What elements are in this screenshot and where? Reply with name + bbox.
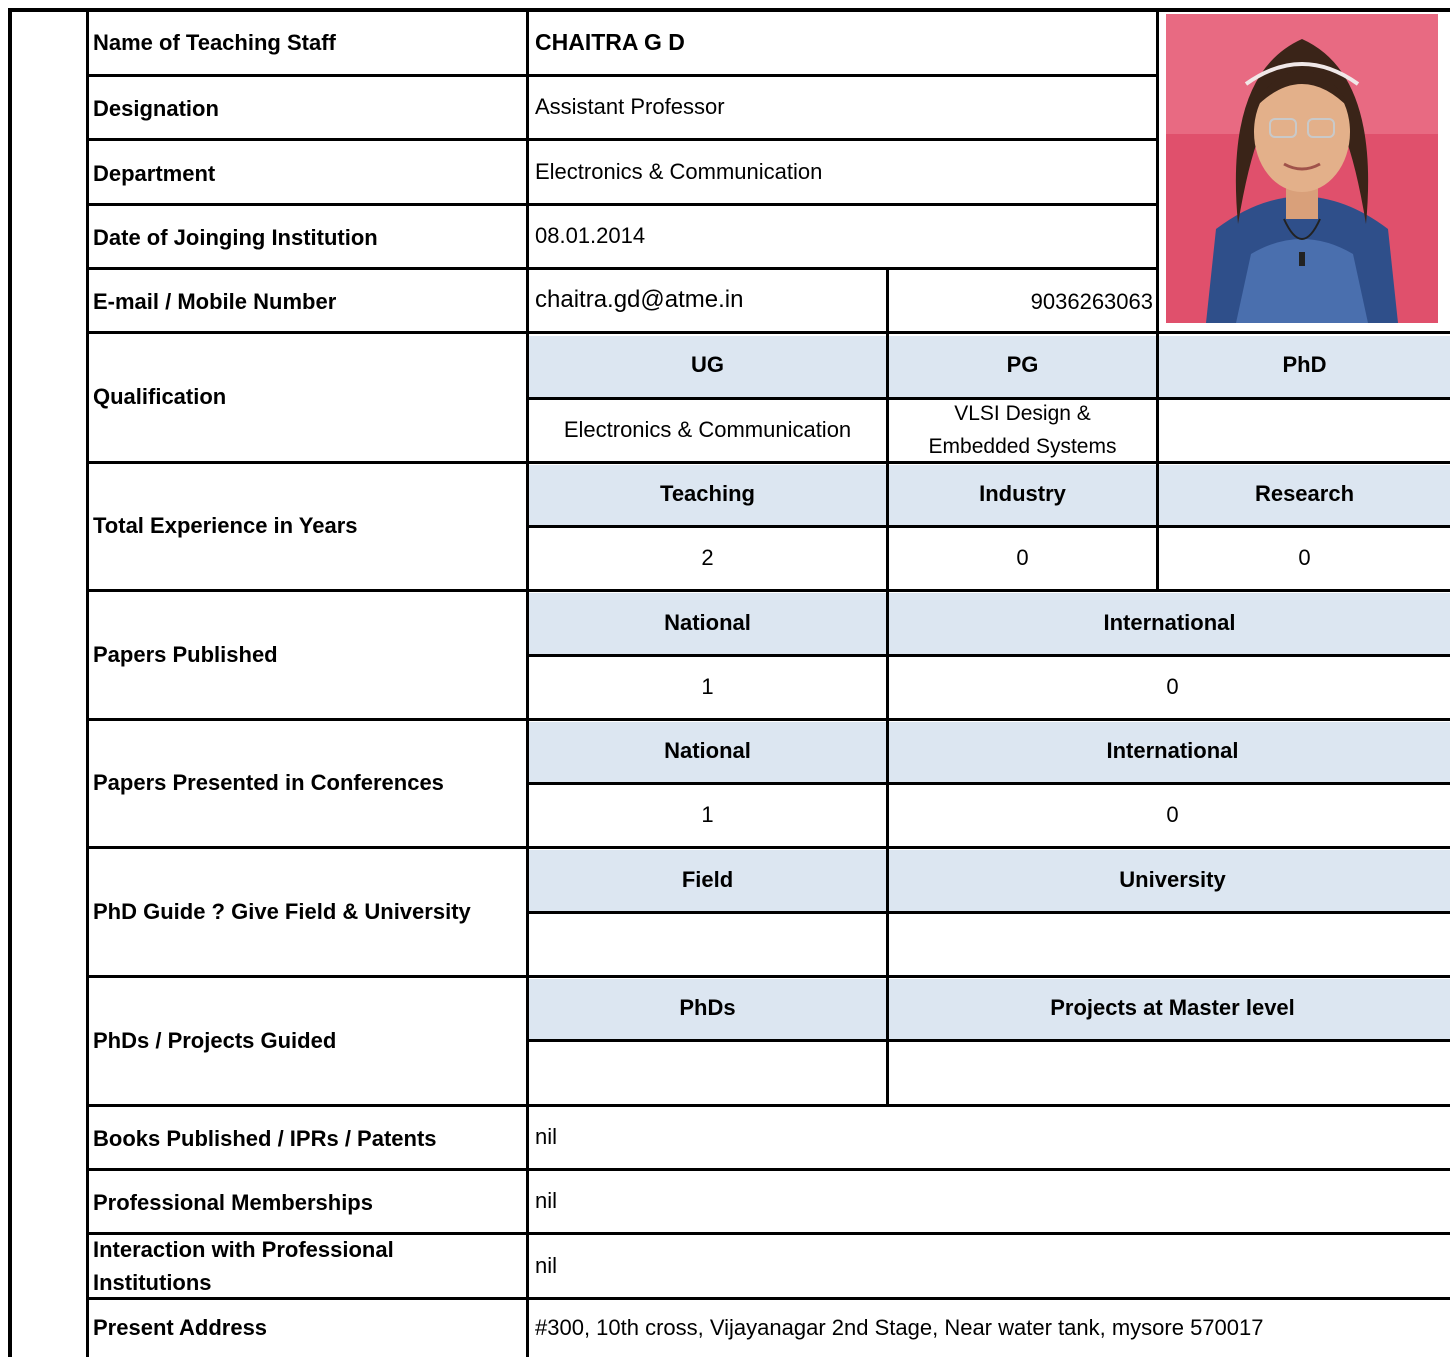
books-published-value: nil [535,1124,558,1150]
present-address-label: Present Address [93,1315,268,1341]
projects-master-value [889,1042,1450,1104]
projects-header-master: Projects at Master level [1050,995,1295,1021]
email-value: chaitra.gd@atme.in [535,286,744,314]
experience-research-value: 0 [1298,545,1311,571]
projects-phds-value [529,1042,886,1104]
phd-guide-field-value [529,914,886,975]
published-header-national: National [664,609,751,635]
phd-guide-label: PhD Guide ? Give Field & University [93,898,471,924]
mobile-value: 9036263063 [1030,289,1153,315]
experience-header-teaching: Teaching [660,481,755,507]
phd-guide-header-field: Field [681,866,734,892]
papers-published-label: Papers Published [93,641,278,667]
interaction-value: nil [535,1252,558,1278]
experience-industry-value: 0 [1016,545,1029,571]
presented-header-international: International [1106,738,1239,764]
gutter-line [86,12,89,1357]
projects-header-phds: PhDs [679,995,736,1021]
person-portrait-icon [1166,14,1438,323]
presented-header-national: National [664,738,751,764]
presented-national-value: 1 [701,802,714,828]
published-national-value: 1 [701,674,714,700]
name-value: CHAITRA G D [535,29,685,56]
grid-vline [1156,12,1159,334]
qualification-header-phd: PhD [1282,352,1327,378]
memberships-value: nil [535,1188,558,1214]
experience-teaching-value: 2 [701,545,714,571]
projects-guided-label: PhDs / Projects Guided [93,1027,337,1053]
books-published-label: Books Published / IPRs / Patents [93,1126,437,1152]
qualification-pg-value: VLSI Design & Embedded Systems [928,401,1117,458]
designation-label: Designation [93,96,219,122]
phd-guide-university-value [889,914,1450,975]
published-header-international: International [1103,609,1236,635]
phd-guide-header-university: University [1119,866,1226,892]
papers-presented-label: Papers Presented in Conferences [93,770,444,796]
department-label: Department [93,160,216,186]
profile-photo [1166,14,1438,323]
name-label: Name of Teaching Staff [93,29,336,55]
present-address-value: #300, 10th cross, Vijayanagar 2nd Stage, Near water tank, mysore 570017 [535,1315,1264,1341]
designation-value: Assistant Professor [535,94,725,120]
published-international-value: 0 [1166,674,1179,700]
experience-header-industry: Industry [979,481,1066,507]
experience-header-research: Research [1254,481,1355,507]
qualification-label: Qualification [93,384,227,410]
date-of-joining-label: Date of Joinging Institution [93,225,378,251]
contact-label: E-mail / Mobile Number [93,289,337,315]
memberships-label: Professional Memberships [93,1190,373,1216]
experience-label: Total Experience in Years [93,513,358,539]
interaction-label: Interaction with Professional Institutions [93,1237,394,1295]
qualification-phd-value [1159,400,1450,461]
qualification-ug-value: Electronics & Communication [563,417,852,443]
qualification-header-ug: UG [691,352,724,378]
presented-international-value: 0 [1166,802,1179,828]
date-of-joining-value: 08.01.2014 [535,223,646,249]
qualification-header-pg: PG [1006,352,1039,378]
department-value: Electronics & Communication [535,158,823,184]
frame-left-border [8,8,12,1357]
